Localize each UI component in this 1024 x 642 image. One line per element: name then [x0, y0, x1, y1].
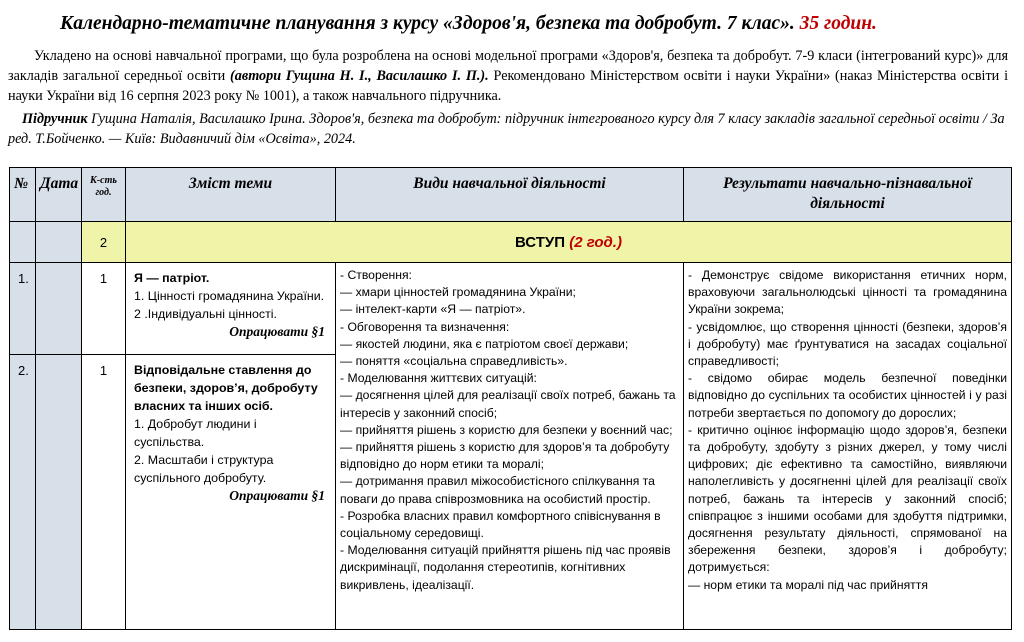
row2-topic-item: 1. Добробут людини і суспільства. — [134, 417, 257, 449]
section-count: 2 — [82, 222, 126, 263]
row2-task: Опрацювати §1 — [229, 488, 325, 503]
result-item: - критично оцінює інформацію щодо здоров’я, безпеки та добробуту, здобуту з різних джерел, у тому числі цифрових; діє ефективно та самостійно, виявляючи наполегливість у досягненні цілей для реалізації своїх потреб, бажань та інтересів у законний спосіб; співпрацює з іншими особами для здобуття підтримки, досягнення результату діяльності, спрямованої на збереження безпеки, здоров’я і добробуту; дотримується: — [688, 422, 1007, 575]
textbook-paragraph — [8, 109, 1008, 149]
section-row — [10, 222, 1012, 263]
activity-item: - Розробка власних правил комфортного співіснування в соціальному середовищі. — [340, 508, 661, 541]
row1-num: 1. — [10, 263, 36, 355]
row1-task: Опрацювати §1 — [229, 324, 325, 339]
activity-item: — якостей людини, яка є патріотом своєї держави; — [340, 336, 629, 351]
title-main: Календарно-тематичне планування з курсу «Здоров'я, безпека та добробут. 7 клас». — [60, 13, 795, 34]
header-activities: Види навчальної діяльності — [336, 168, 684, 222]
activity-item: - Створення: — [340, 268, 412, 282]
table-header-row — [10, 168, 1012, 222]
row1-topic-item: 1. Цінності громадянина України. — [134, 289, 325, 303]
activity-item: — досягнення цілей для реалізації своїх потреб, бажань та інтересів у законний спосіб; — [340, 388, 676, 420]
header-count: К-сть год. — [82, 168, 126, 222]
results-list — [688, 267, 1007, 629]
plan-table — [9, 167, 1012, 630]
section-num-cell — [10, 222, 36, 263]
header-topic: Зміст теми — [126, 168, 336, 222]
row2-date — [36, 355, 82, 630]
intro-paragraph — [8, 46, 1008, 106]
row1-topic — [126, 263, 336, 355]
row2-topic-title: Відповідальне ставлення до безпеки, здоров’я, добробуту власних та інших осіб. — [134, 363, 318, 413]
header-num: № — [10, 168, 36, 222]
document-title — [60, 13, 1020, 35]
row2-topic-item: 2. Масштаби і структура суспільного добробуту. — [134, 453, 274, 485]
result-item: - усвідомлює, що створення цінності (безпеки, здоров’я і добробуту) має ґрунтуватися на засадах соціальної справедливості; — [688, 319, 1007, 369]
section-hours: (2 год.) — [569, 233, 622, 251]
section-date-cell — [36, 222, 82, 263]
header-date: Дата — [36, 168, 82, 222]
activity-item: - Моделювання ситуацій прийняття рішень під час проявів дискримінації, подолання стереотипів, когнітивних викривлень, ідеалізації. — [340, 543, 671, 592]
row2-topic — [126, 355, 336, 630]
result-item: — норм етики та моралі під час прийняття — [688, 577, 928, 592]
row1-count: 1 — [82, 263, 126, 355]
result-item: - свідомо обирає модель безпечної поведінки відповідно до суспільних та особистих цінностей і у разі потреби звертається по допомогу до дорослих; — [688, 371, 1007, 420]
row1-topic-item: 2 .Індивідуальні цінності. — [134, 307, 277, 321]
activity-item: — інтелект-карти «Я — патріот». — [340, 302, 526, 317]
activities-cell — [336, 263, 684, 630]
row1-topic-title: Я — патріот. — [134, 271, 210, 285]
textbook-label: Підручник — [22, 111, 88, 127]
intro-part1: Укладено на основі навчальної програми, що була розроблена на основі модельної програми «Здоров'я, безпека та добробут. 7-9 класи (інтегрований курс)» для закладів загальної середньої освіти — [8, 48, 1008, 84]
activity-item: — дотримання правил міжособистісного спілкування та поваги до права співрозмовника на особистий простір. — [340, 474, 655, 506]
table-row — [10, 263, 1012, 355]
intro-part2: Рекомендовано Міністерством освіти і науки України» (наказ Міністерства освіти і науки України від 16 серпня 2023 року № 1001), а також навчального підручника. — [8, 68, 1009, 104]
result-item: - Демонструє свідоме використання етичних норм, враховуючи загальнолюдські цінності та громадянина України зокрема; — [688, 268, 1007, 317]
activity-item: - Моделювання життєвих ситуацій: — [340, 371, 537, 386]
activity-item: — прийняття рішень з користю для здоров’я та добробуту відповідно до норм етики та моралі; — [340, 440, 670, 472]
header-results: Результати навчально-пізнавальної діяльності — [684, 168, 1012, 222]
row2-count: 1 — [82, 355, 126, 630]
row2-num: 2. — [10, 355, 36, 630]
row1-date — [36, 263, 82, 355]
title-hours: 35 годин. — [799, 13, 877, 34]
results-cell — [684, 263, 1012, 630]
activities-list — [340, 267, 679, 629]
textbook-text: Гущина Наталія, Василашко Ірина. Здоров'я, безпека та добробут: підручник інтегрованого курсу для 7 класу закладів загальної середньої освіти / За ред. Т.Бойченко. — Київ: Видавничий дім «Освіта», 2024. — [8, 111, 1005, 147]
activity-item: - Обговорення та визначення: — [340, 319, 510, 334]
section-title: ВСТУП — [515, 233, 566, 251]
activity-item: — хмари цінностей громадянина України; — [340, 285, 576, 300]
intro-authors: (автори Гущина Н. І., Василашко І. П.). — [230, 68, 489, 84]
activity-item: — прийняття рішень з користю для безпеки у воєнний час; — [340, 422, 673, 437]
section-title-cell — [126, 222, 1012, 263]
activity-item: — поняття «соціальна справедливість». — [340, 354, 568, 369]
